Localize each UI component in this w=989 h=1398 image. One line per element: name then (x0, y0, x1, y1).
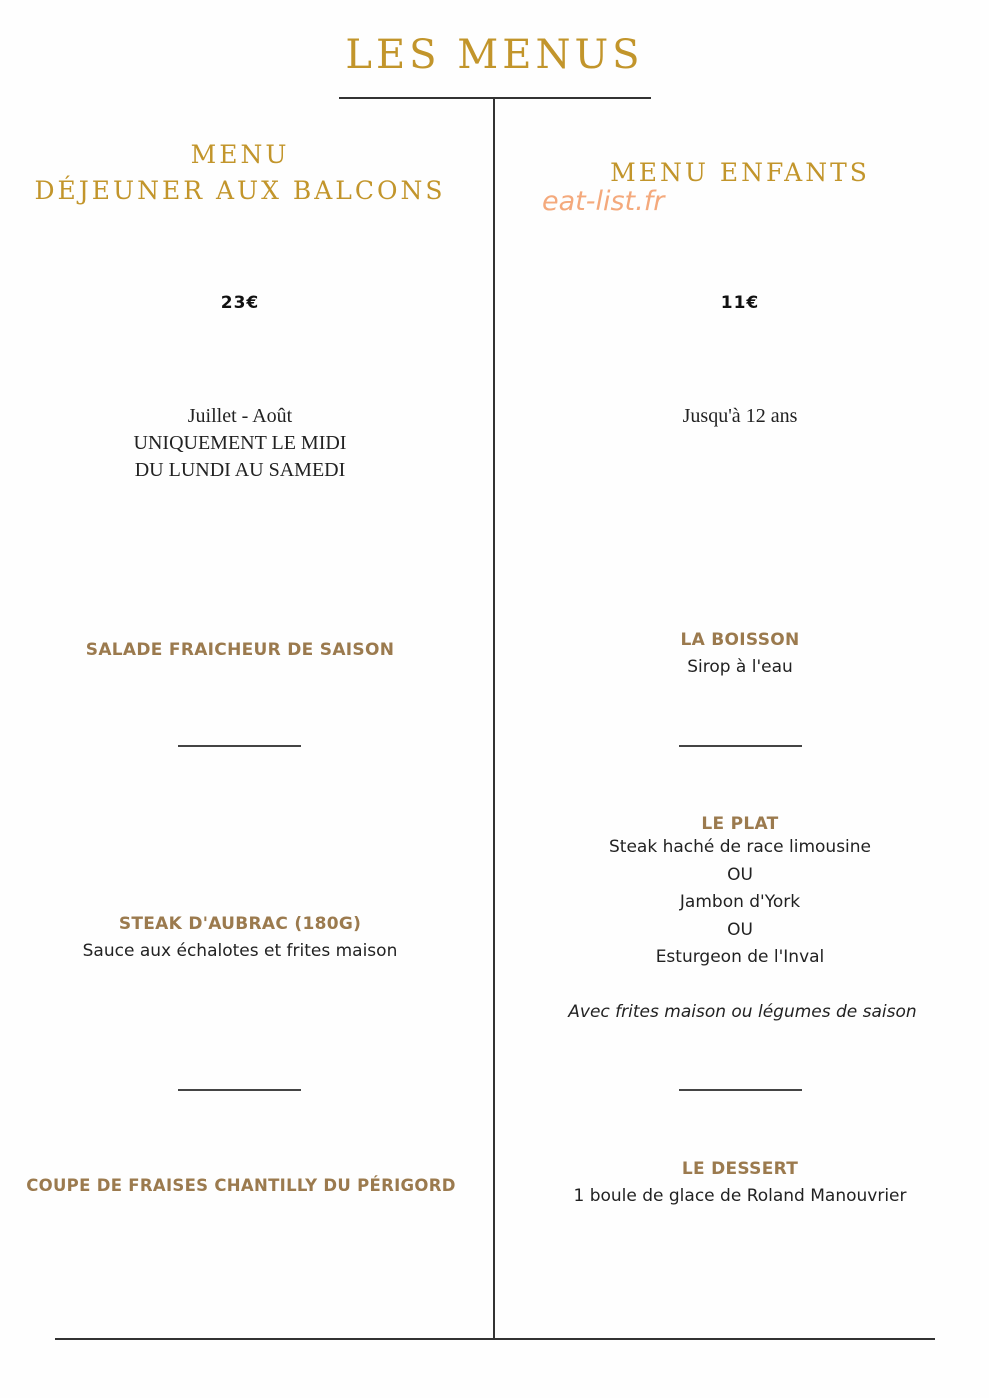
right-dessert-title: LE DESSERT (681, 1159, 799, 1179)
left-notes (0, 403, 480, 484)
right-price: 11€ (720, 293, 760, 313)
left-price: 23€ (220, 293, 260, 313)
left-note-line: UNIQUEMENT LE MIDI (133, 432, 347, 454)
right-separator (679, 745, 802, 747)
left-note-line: Juillet - Août (187, 405, 293, 427)
right-plat-options (500, 834, 980, 972)
right-plat-title: LE PLAT (701, 814, 779, 834)
left-course-starter: SALADE FRAICHEUR DE SAISON (85, 640, 395, 660)
left-course-main-desc: Sauce aux échalotes et frites maison (82, 941, 398, 961)
column-divider (493, 97, 495, 1339)
title-underline (339, 97, 651, 99)
plat-option-or: OU (727, 864, 753, 885)
plat-option-or: OU (727, 919, 753, 940)
left-course-dessert: COUPE DE FRAISES CHANTILLY DU PÉRIGORD (26, 1176, 456, 1195)
right-drink-title: LA BOISSON (680, 630, 800, 650)
plat-option: Esturgeon de l'Inval (655, 947, 825, 967)
right-dessert-desc: 1 boule de glace de Roland Manouvrier (573, 1186, 907, 1206)
left-separator (178, 1089, 301, 1091)
right-note: Jusqu'à 12 ans (682, 405, 798, 427)
left-course-main: STEAK D'AUBRAC (180G) (118, 914, 362, 934)
bottom-rule (55, 1338, 935, 1340)
plat-option: Jambon d'York (679, 892, 801, 912)
left-menu-title (0, 137, 480, 209)
watermark: eat-list.fr (542, 186, 665, 217)
left-menu-title-line1: MENU (190, 140, 290, 169)
left-separator (178, 745, 301, 747)
page-title: LES MENUS (345, 32, 644, 78)
right-drink-desc: Sirop à l'eau (687, 657, 793, 677)
left-menu-title-line2: DÉJEUNER AUX BALCONS (34, 176, 446, 205)
right-plat-note: Avec frites maison ou légumes de saison (568, 1002, 917, 1022)
plat-option: Steak haché de race limousine (608, 837, 872, 857)
right-separator (679, 1089, 802, 1091)
left-note-line: DU LUNDI AU SAMEDI (134, 459, 346, 481)
right-menu-title: MENU ENFANTS (610, 158, 870, 187)
